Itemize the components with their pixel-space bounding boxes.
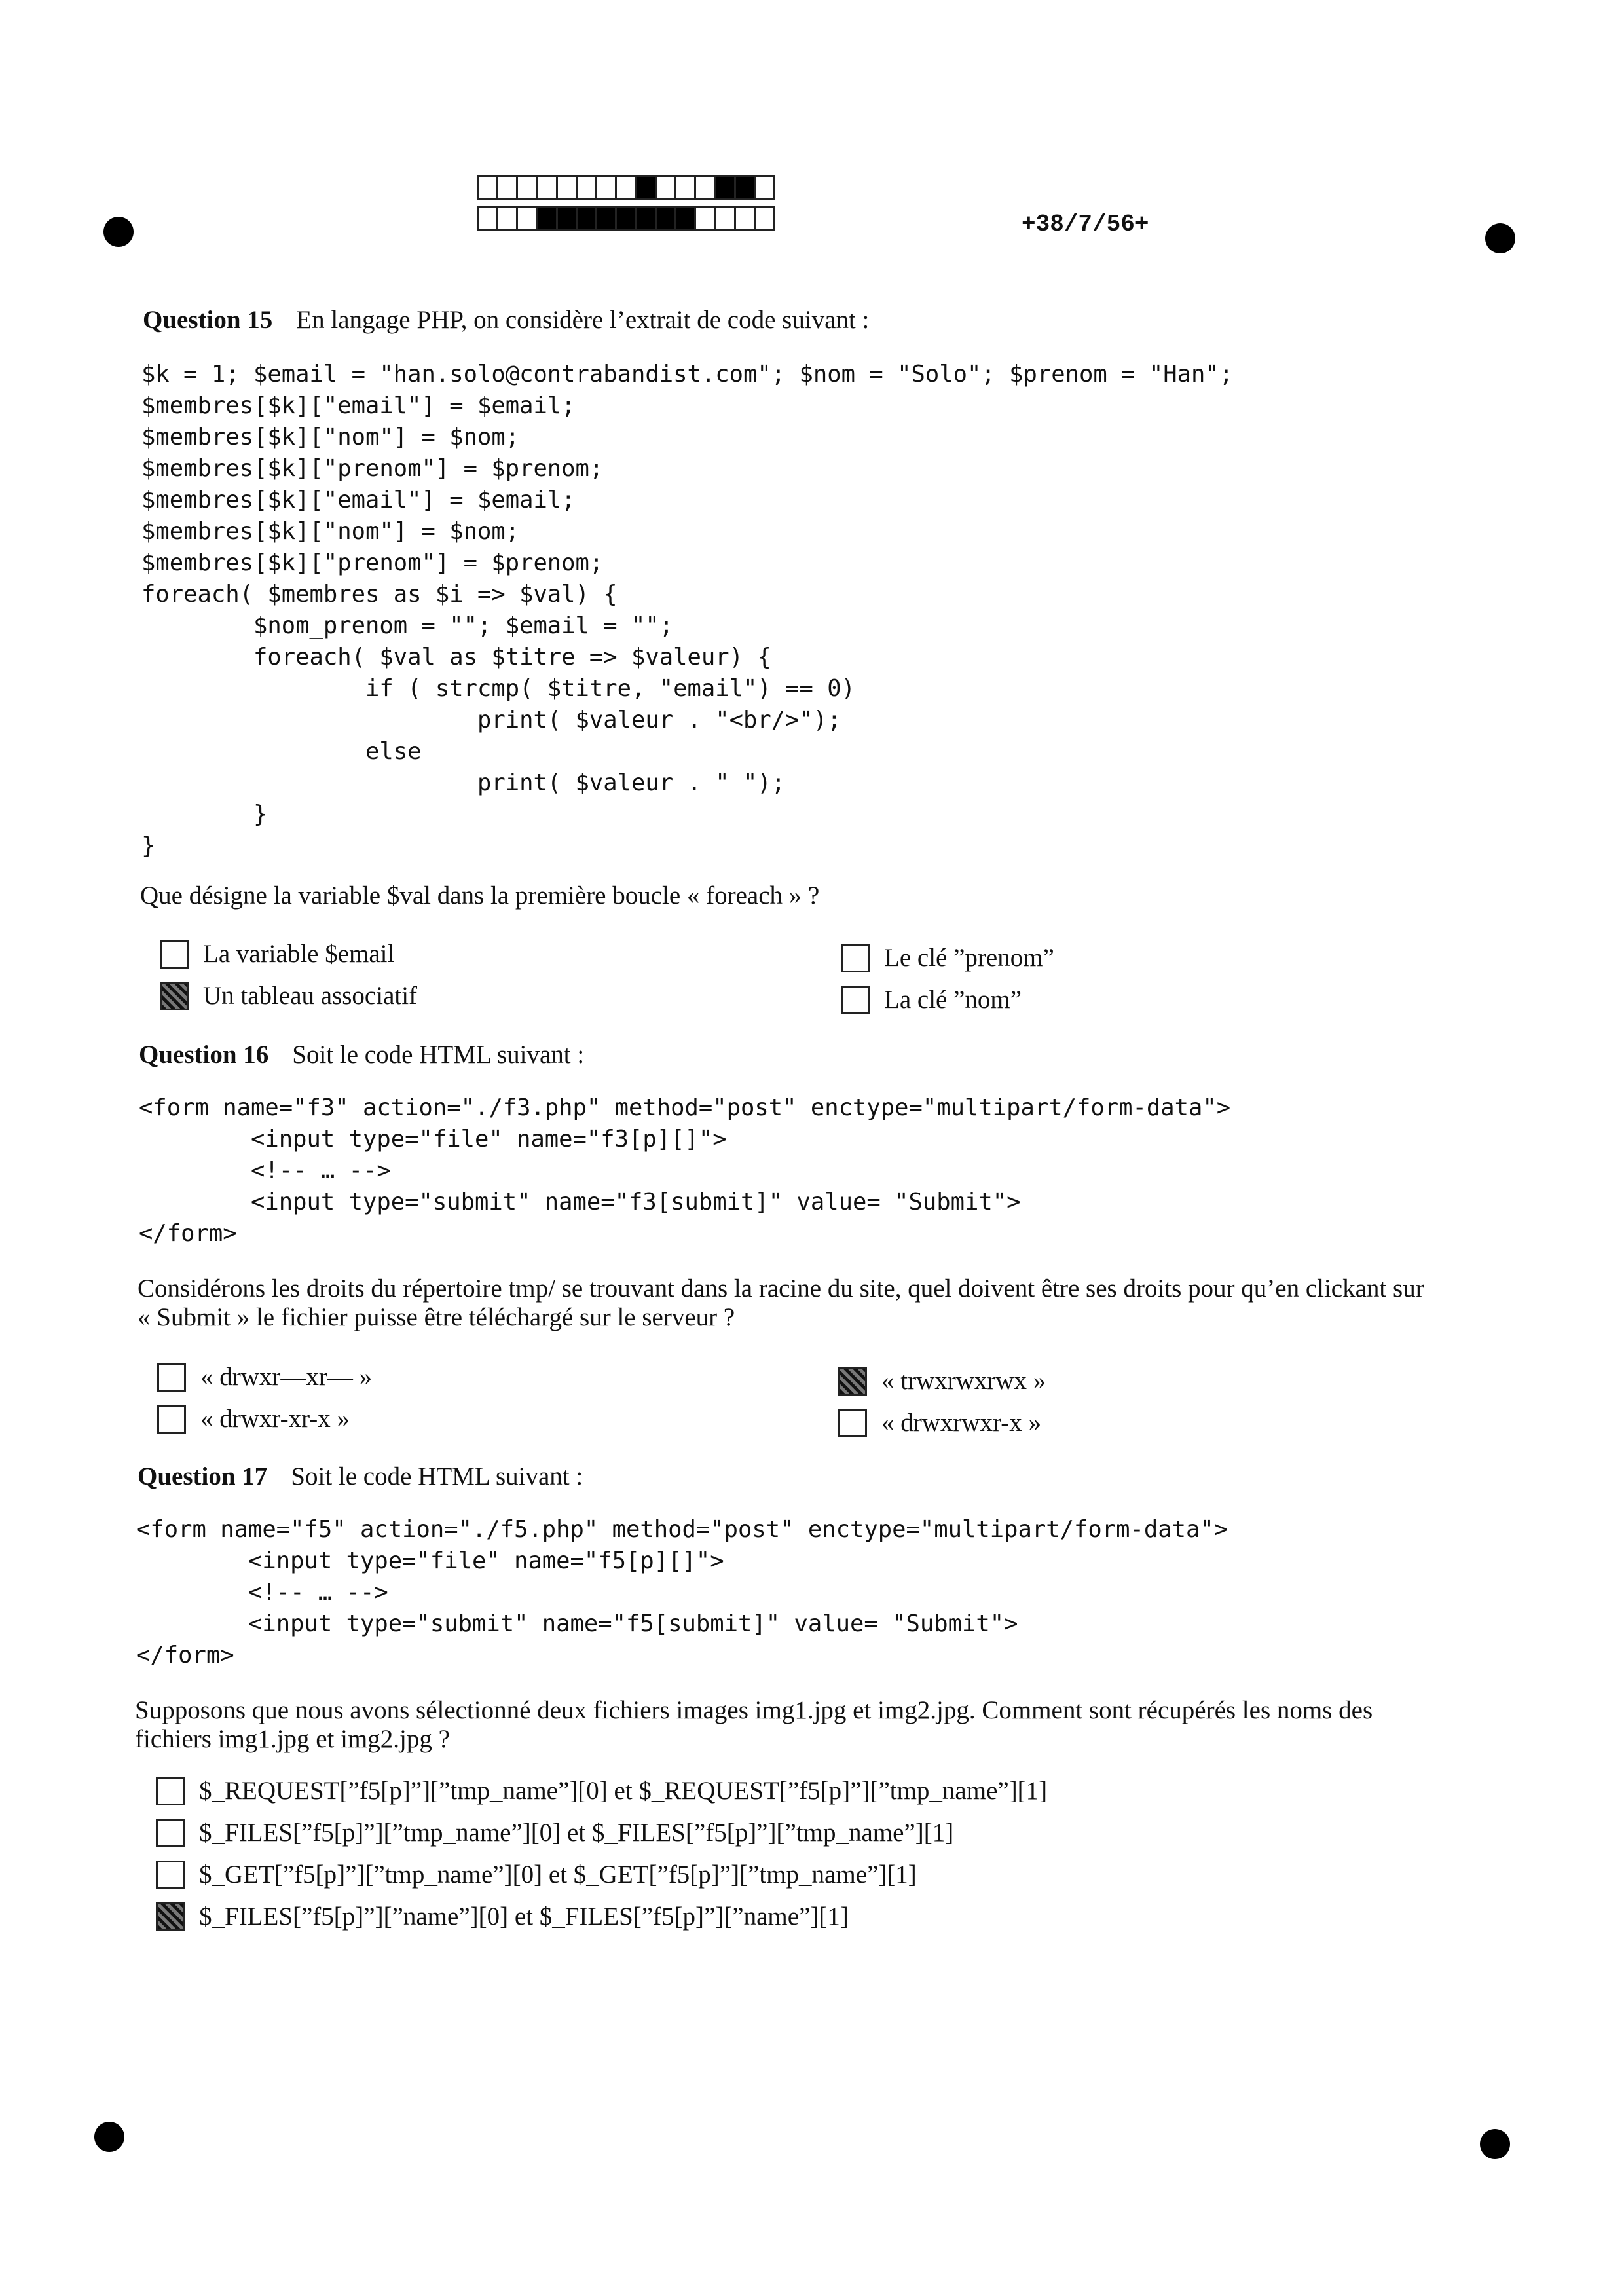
q16-answer-3[interactable] xyxy=(157,1404,350,1434)
barcode-cell xyxy=(716,208,735,229)
question-17-prompt xyxy=(135,1696,1373,1754)
code-block-q15: $k = 1; $email = "han.solo@contrabandist.com"; $nom = "Solo"; $prenom = "Han"; $membres[$k]["email"] = $email; $membres[$k]["nom"] = $nom; $membres[$k]["prenom"] = $prenom; $membres[$k]["email"] = $email; $membres[$k]["nom"] = $nom; $membres[$k]["prenom"] = $prenom; foreach( $membres as $i => $val) { $nom_prenom = ""; $email = ""; foreach( $val as $titre => $valeur) { if ( strcmp( $titre, "email") == 0) print( $valeur . "<br/>"); else print( $valeur . " "); } } xyxy=(141,361,1234,859)
question-number: Question 15 xyxy=(143,306,273,334)
checkbox[interactable] xyxy=(156,1819,185,1847)
barcode-cell xyxy=(657,177,676,198)
barcode-cell xyxy=(578,177,597,198)
barcode-cell xyxy=(756,177,773,198)
checkbox[interactable] xyxy=(157,1363,186,1392)
barcode-cell xyxy=(617,177,637,198)
barcode-cell xyxy=(597,177,617,198)
question-15-header xyxy=(143,305,869,335)
page-barcode-row-2 xyxy=(477,206,775,231)
question-15-prompt: Que désigne la variable $val dans la première boucle « foreach » ? xyxy=(140,881,820,910)
q17-answer-2[interactable] xyxy=(156,1818,953,1847)
answer-label: La clé ”nom” xyxy=(884,986,1022,1014)
answer-label: Le clé ”prenom” xyxy=(884,944,1054,972)
barcode-cell xyxy=(498,208,518,229)
checkbox[interactable] xyxy=(841,944,870,972)
barcode-cell xyxy=(637,208,657,229)
page-id: +38/7/56+ xyxy=(1022,211,1149,238)
answer-label: $_FILES[”f5[p]”][”tmp_name”][0] et $_FILES[”f5[p]”][”tmp_name”][1] xyxy=(199,1819,954,1847)
question-16-prompt xyxy=(138,1274,1424,1332)
checkbox[interactable] xyxy=(156,1861,185,1889)
question-number: Question 17 xyxy=(138,1462,268,1491)
registration-mark-top-left xyxy=(103,217,134,247)
barcode-cell xyxy=(558,208,578,229)
barcode-cell xyxy=(498,177,518,198)
q15-answer-2[interactable] xyxy=(841,943,1054,972)
prompt-line: « Submit » le fichier puisse être téléchargé sur le serveur ? xyxy=(138,1303,735,1331)
q17-answer-3[interactable] xyxy=(156,1860,917,1889)
barcode-cell xyxy=(617,208,637,229)
barcode-cell xyxy=(479,177,498,198)
q15-answer-3[interactable] xyxy=(160,981,417,1010)
barcode-cell xyxy=(676,177,696,198)
barcode-cell xyxy=(538,177,558,198)
prompt-line: Considérons les droits du répertoire tmp/ se trouvant dans la racine du site, quel doivent être ses droits pour qu’en clickant sur xyxy=(138,1274,1424,1303)
checkbox[interactable] xyxy=(838,1409,867,1437)
answer-label: « trwxrwxrwx » xyxy=(881,1367,1046,1395)
prompt-line: Supposons que nous avons sélectionné deux fichiers images img1.jpg et img2.jpg. Comment sont récupérés les noms des xyxy=(135,1696,1373,1724)
q15-answer-4[interactable] xyxy=(841,985,1022,1014)
question-title: Soit le code HTML suivant : xyxy=(292,1041,585,1069)
registration-mark-top-right xyxy=(1485,223,1515,253)
answer-label: La variable $email xyxy=(203,940,395,968)
question-title: En langage PHP, on considère l’extrait de code suivant : xyxy=(296,306,870,334)
q15-answer-1[interactable] xyxy=(160,939,394,969)
answer-label: $_FILES[”f5[p]”][”name”][0] et $_FILES[”f5[p]”][”name”][1] xyxy=(199,1902,849,1931)
answer-label: $_GET[”f5[p]”][”tmp_name”][0] et $_GET[”f5[p]”][”tmp_name”][1] xyxy=(199,1861,917,1889)
checkbox[interactable] xyxy=(160,940,189,969)
question-17-header xyxy=(138,1462,583,1491)
registration-mark-bottom-left xyxy=(94,2122,124,2152)
barcode-cell xyxy=(657,208,676,229)
barcode-cell xyxy=(696,177,716,198)
barcode-cell xyxy=(518,177,538,198)
barcode-cell xyxy=(696,208,716,229)
q16-answer-1[interactable] xyxy=(157,1362,372,1392)
code-block-q17: <form name="f5" action="./f5.php" method="post" enctype="multipart/form-data"> <input type="file" name="f5[p][]"> <!-- … --> <input type="submit" name="f5[submit]" value= "Submit"> </form> xyxy=(136,1516,1228,1669)
checkbox[interactable] xyxy=(156,1777,185,1805)
page-barcode-row-1 xyxy=(477,175,775,200)
code-block-q16: <form name="f3" action="./f3.php" method="post" enctype="multipart/form-data"> <input type="file" name="f3[p][]"> <!-- … --> <input type="submit" name="f3[submit]" value= "Submit"> </form> xyxy=(139,1094,1231,1247)
barcode-cell xyxy=(518,208,538,229)
answer-label: « drwxrwxr-x » xyxy=(881,1409,1041,1437)
answer-label: Un tableau associatif xyxy=(203,982,418,1010)
barcode-cell xyxy=(736,177,756,198)
question-number: Question 16 xyxy=(139,1041,269,1069)
barcode-cell xyxy=(637,177,657,198)
barcode-cell xyxy=(538,208,558,229)
checkbox[interactable] xyxy=(838,1367,867,1396)
barcode-cell xyxy=(736,208,756,229)
checkbox[interactable] xyxy=(157,1405,186,1434)
barcode-cell xyxy=(597,208,617,229)
q17-answer-1[interactable] xyxy=(156,1776,1047,1805)
checkbox[interactable] xyxy=(160,982,189,1010)
q17-answer-4[interactable] xyxy=(156,1902,849,1931)
barcode-cell xyxy=(558,177,578,198)
barcode-cell xyxy=(676,208,696,229)
answer-label: « drwxr-xr-x » xyxy=(200,1405,350,1433)
barcode-cell xyxy=(578,208,597,229)
registration-mark-bottom-right xyxy=(1480,2129,1510,2159)
prompt-line: fichiers img1.jpg et img2.jpg ? xyxy=(135,1725,450,1753)
answer-label: « drwxr—xr— » xyxy=(200,1363,373,1391)
barcode-cell xyxy=(479,208,498,229)
checkbox[interactable] xyxy=(841,986,870,1014)
barcode-cell xyxy=(756,208,773,229)
checkbox[interactable] xyxy=(156,1902,185,1931)
q16-answer-4[interactable] xyxy=(838,1408,1041,1437)
barcode-cell xyxy=(716,177,735,198)
answer-label: $_REQUEST[”f5[p]”][”tmp_name”][0] et $_REQUEST[”f5[p]”][”tmp_name”][1] xyxy=(199,1777,1048,1805)
q16-answer-2[interactable] xyxy=(838,1366,1046,1396)
question-16-header xyxy=(139,1040,584,1069)
question-title: Soit le code HTML suivant : xyxy=(291,1462,583,1491)
